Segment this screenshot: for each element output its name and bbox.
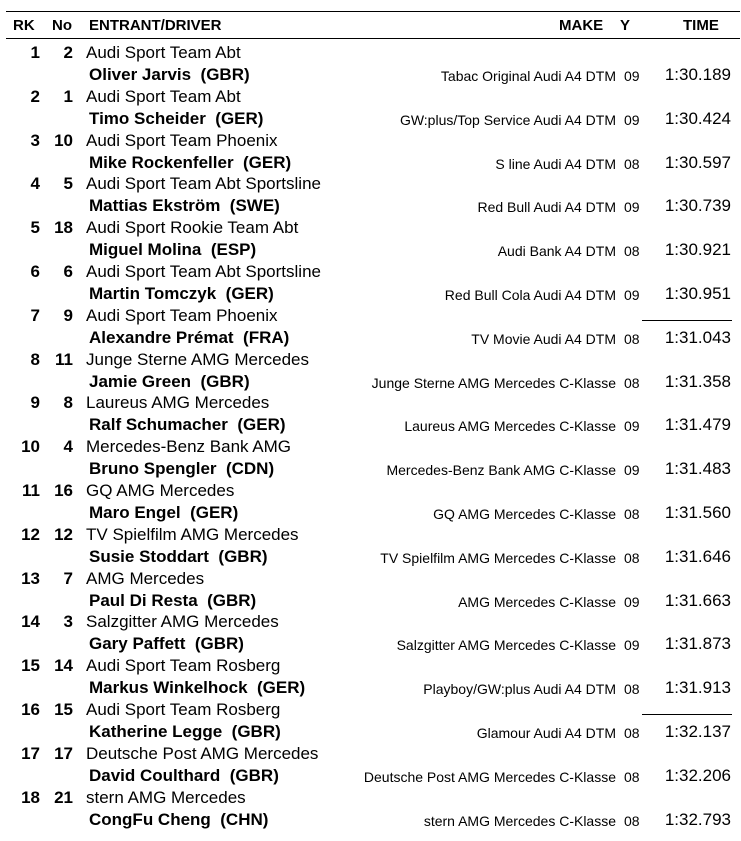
car-year-cell: 08	[624, 681, 640, 698]
result-row	[0, 172, 741, 216]
lap-time-cell: 1:31.646	[664, 546, 731, 566]
car-make-cell: TV Spielfilm AMG Mercedes C-Klasse	[380, 549, 616, 566]
result-row	[0, 348, 741, 392]
result-row	[0, 260, 741, 304]
driver-nationality: (FRA)	[243, 327, 290, 347]
car-year-cell: 08	[624, 243, 640, 260]
driver-nationality: (GBR)	[194, 634, 244, 654]
driver-cell	[89, 153, 291, 173]
rank-cell: 16	[21, 700, 40, 719]
rank-cell: 2	[30, 86, 40, 106]
driver-cell	[89, 591, 256, 611]
result-row	[0, 85, 741, 129]
car-year-cell: 08	[624, 768, 640, 785]
rank-cell: 12	[21, 524, 40, 544]
driver-nationality: (ESP)	[210, 240, 257, 260]
rank-cell: 13	[21, 568, 40, 588]
car-number-cell: 6	[63, 262, 73, 281]
car-number-cell: 12	[54, 524, 73, 544]
driver-cell	[89, 284, 274, 304]
driver-name: CongFu Cheng	[89, 809, 211, 829]
car-year-cell: 08	[624, 812, 640, 829]
car-year-cell: 09	[624, 462, 640, 479]
lap-time-cell: 1:30.597	[664, 152, 731, 172]
driver-name: Mattias Ekström	[89, 196, 221, 216]
lap-time-cell: 1:30.739	[664, 196, 731, 216]
driver-cell	[89, 109, 263, 129]
driver-cell	[89, 65, 250, 85]
car-year-cell: 09	[624, 637, 640, 654]
header-entrant-driver: ENTRANT/DRIVER	[89, 17, 222, 34]
car-year-cell: 08	[624, 725, 640, 741]
entrant-name: Audi Sport Team Abt Sportsline	[86, 262, 321, 281]
header-rk: RK	[13, 17, 35, 34]
header-make: MAKE	[559, 17, 604, 34]
result-row	[0, 435, 741, 479]
car-make-cell: Red Bull Cola Audi A4 DTM	[444, 287, 616, 303]
rank-cell: 8	[30, 349, 40, 369]
car-make-cell: TV Movie Audi A4 DTM	[471, 330, 616, 347]
driver-cell	[89, 810, 268, 830]
lap-time-cell: 1:32.793	[664, 809, 731, 829]
driver-name: Martin Tomczyk	[89, 284, 217, 303]
lap-time-cell: 1:31.560	[664, 503, 731, 522]
driver-nationality: (GBR)	[231, 722, 281, 741]
car-year-cell: 08	[624, 330, 640, 347]
car-make-cell: Mercedes-Benz Bank AMG C-Klasse	[386, 462, 616, 479]
lap-time-cell: 1:32.137	[664, 722, 731, 741]
driver-name: Paul Di Resta	[89, 590, 198, 610]
car-number-cell: 1	[63, 86, 73, 106]
driver-name: Jamie Green	[89, 371, 192, 391]
lap-time-cell: 1:32.206	[664, 765, 731, 785]
result-row	[0, 610, 741, 654]
result-row	[0, 698, 741, 742]
car-number-cell: 3	[63, 612, 73, 632]
car-make-cell: AMG Mercedes C-Klasse	[458, 593, 616, 610]
rank-cell: 18	[21, 787, 40, 807]
car-number-cell: 14	[54, 656, 73, 676]
driver-nationality: (GER)	[215, 108, 264, 128]
result-row	[0, 129, 741, 173]
lap-time-cell: 1:31.358	[664, 371, 731, 391]
car-make-cell: Junge Sterne AMG Mercedes C-Klasse	[371, 374, 616, 391]
driver-cell	[89, 678, 305, 698]
lap-time-cell: 1:30.189	[664, 65, 731, 84]
entrant-name: Audi Sport Team Phoenix	[86, 130, 278, 150]
car-year-cell: 08	[624, 374, 640, 391]
car-make-cell: Glamour Audi A4 DTM	[476, 725, 616, 741]
driver-nationality: (GBR)	[218, 546, 268, 566]
driver-name: Ralf Schumacher	[89, 415, 228, 435]
entrant-name: stern AMG Mercedes	[86, 787, 246, 807]
driver-cell	[89, 328, 289, 348]
entrant-name: Audi Sport Team Abt Sportsline	[86, 174, 321, 194]
driver-name: Oliver Jarvis	[89, 65, 192, 84]
driver-nationality: (GBR)	[200, 65, 250, 84]
car-number-cell: 10	[54, 130, 73, 150]
rank-cell: 17	[21, 743, 40, 763]
driver-name: Susie Stoddart	[89, 546, 209, 566]
rank-cell: 15	[21, 656, 40, 676]
driver-nationality: (GER)	[190, 503, 239, 522]
rank-cell: 14	[21, 612, 40, 632]
car-year-cell: 08	[624, 549, 640, 566]
car-number-cell: 17	[54, 743, 73, 763]
rank-cell: 11	[22, 481, 40, 500]
time-separator-rule	[642, 320, 732, 321]
lap-time-cell: 1:30.951	[664, 284, 731, 303]
header-top-rule	[6, 11, 740, 12]
lap-time-cell: 1:31.663	[664, 590, 731, 610]
driver-nationality: (GER)	[237, 415, 286, 435]
driver-nationality: (SWE)	[229, 196, 280, 216]
lap-time-cell: 1:31.043	[664, 327, 731, 347]
result-row	[0, 391, 741, 435]
car-number-cell: 16	[54, 481, 73, 500]
rank-cell: 7	[30, 305, 40, 325]
entrant-name: Deutsche Post AMG Mercedes	[86, 743, 319, 763]
result-row	[0, 786, 741, 830]
car-make-cell: Laureus AMG Mercedes C-Klasse	[404, 418, 616, 435]
driver-nationality: (CHN)	[220, 809, 269, 829]
lap-time-cell: 1:31.873	[664, 634, 731, 654]
driver-cell	[89, 196, 280, 216]
car-make-cell: Salzgitter AMG Mercedes C-Klasse	[396, 637, 616, 654]
rank-cell: 9	[30, 393, 40, 413]
driver-nationality: (GER)	[243, 152, 292, 172]
car-make-cell: Playboy/GW:plus Audi A4 DTM	[423, 681, 616, 698]
car-year-cell: 09	[624, 68, 640, 84]
result-row	[0, 304, 741, 348]
car-number-cell: 9	[63, 305, 73, 325]
driver-name: Maro Engel	[89, 503, 181, 522]
car-year-cell: 09	[624, 199, 640, 216]
entrant-name: Audi Sport Team Phoenix	[86, 305, 278, 325]
lap-time-cell: 1:30.424	[664, 108, 731, 128]
car-number-cell: 15	[54, 700, 73, 719]
header-year: Y	[620, 17, 631, 34]
entrant-name: Audi Sport Rookie Team Abt	[86, 218, 299, 238]
car-make-cell: S line Audi A4 DTM	[495, 155, 616, 172]
result-row	[0, 742, 741, 786]
car-year-cell: 09	[624, 593, 640, 610]
car-year-cell: 09	[624, 418, 640, 435]
car-number-cell: 11	[55, 349, 73, 369]
entrant-name: AMG Mercedes	[86, 568, 205, 588]
driver-nationality: (CDN)	[225, 459, 275, 479]
lap-time-cell: 1:31.483	[664, 459, 731, 479]
car-number-cell: 21	[54, 787, 73, 807]
car-make-cell: Audi Bank A4 DTM	[497, 243, 616, 260]
driver-cell	[89, 240, 256, 260]
driver-name: Markus Winkelhock	[89, 678, 248, 698]
header-bottom-rule	[6, 38, 740, 39]
car-year-cell: 09	[624, 111, 640, 128]
car-make-cell: GW:plus/Top Service Audi A4 DTM	[399, 111, 616, 128]
car-year-cell: 09	[624, 287, 640, 303]
driver-cell	[89, 766, 279, 786]
driver-name: Miguel Molina	[89, 240, 202, 260]
entrant-name: Junge Sterne AMG Mercedes	[86, 349, 310, 369]
driver-nationality: (GBR)	[200, 371, 250, 391]
rank-cell: 1	[30, 43, 40, 62]
driver-cell	[89, 547, 268, 567]
time-separator-rule	[642, 714, 732, 715]
driver-nationality: (GBR)	[207, 590, 257, 610]
entrant-name: Audi Sport Team Abt	[86, 86, 241, 106]
rank-cell: 10	[21, 437, 40, 457]
lap-time-cell: 1:30.921	[664, 240, 731, 260]
entrant-name: Audi Sport Team Abt	[86, 43, 241, 62]
car-number-cell: 4	[63, 437, 73, 457]
lap-time-cell: 1:31.479	[664, 415, 731, 435]
result-row	[0, 654, 741, 698]
car-make-cell: Deutsche Post AMG Mercedes C-Klasse	[363, 768, 616, 785]
driver-name: Mike Rockenfeller	[89, 152, 234, 172]
rank-cell: 3	[30, 130, 40, 150]
lap-time-cell: 1:31.913	[664, 678, 731, 698]
rank-cell: 5	[30, 218, 40, 238]
car-year-cell: 08	[624, 155, 640, 172]
result-row	[0, 41, 741, 85]
driver-cell	[89, 722, 281, 742]
driver-nationality: (GER)	[257, 678, 306, 698]
driver-name: Katherine Legge	[89, 722, 223, 741]
driver-cell	[89, 503, 238, 523]
entrant-name: Salzgitter AMG Mercedes	[86, 612, 279, 632]
car-make-cell: stern AMG Mercedes C-Klasse	[423, 812, 616, 829]
header-no: No	[52, 17, 72, 34]
driver-name: Timo Scheider	[89, 108, 206, 128]
entrant-name: Mercedes-Benz Bank AMG	[86, 437, 292, 457]
car-make-cell: Tabac Original Audi A4 DTM	[440, 68, 616, 84]
entrant-name: Audi Sport Team Rosberg	[86, 700, 281, 719]
driver-cell	[89, 634, 244, 654]
result-row	[0, 479, 741, 523]
driver-cell	[89, 459, 274, 479]
car-make-cell: GQ AMG Mercedes C-Klasse	[433, 506, 616, 522]
car-number-cell: 7	[63, 568, 73, 588]
car-number-cell: 5	[63, 174, 73, 194]
driver-cell	[89, 372, 250, 392]
driver-cell	[89, 415, 286, 435]
entrant-name: TV Spielfilm AMG Mercedes	[86, 524, 299, 544]
rank-cell: 4	[30, 174, 40, 194]
car-make-cell: Red Bull Audi A4 DTM	[477, 199, 616, 216]
entrant-name: GQ AMG Mercedes	[86, 481, 235, 500]
driver-name: Alexandre Prémat	[89, 327, 234, 347]
rank-cell: 6	[30, 262, 40, 281]
car-number-cell: 18	[54, 218, 73, 238]
driver-name: David Coulthard	[89, 765, 221, 785]
header-time: TIME	[683, 17, 719, 34]
entrant-name: Audi Sport Team Rosberg	[86, 656, 281, 676]
car-number-cell: 2	[63, 43, 73, 62]
car-number-cell: 8	[63, 393, 73, 413]
result-row	[0, 567, 741, 611]
entrant-name: Laureus AMG Mercedes	[86, 393, 270, 413]
driver-name: Bruno Spengler	[89, 459, 217, 479]
result-row	[0, 216, 741, 260]
driver-nationality: (GER)	[225, 284, 274, 303]
driver-nationality: (GBR)	[229, 765, 279, 785]
car-year-cell: 08	[624, 506, 640, 522]
driver-name: Gary Paffett	[89, 634, 186, 654]
result-row	[0, 523, 741, 567]
